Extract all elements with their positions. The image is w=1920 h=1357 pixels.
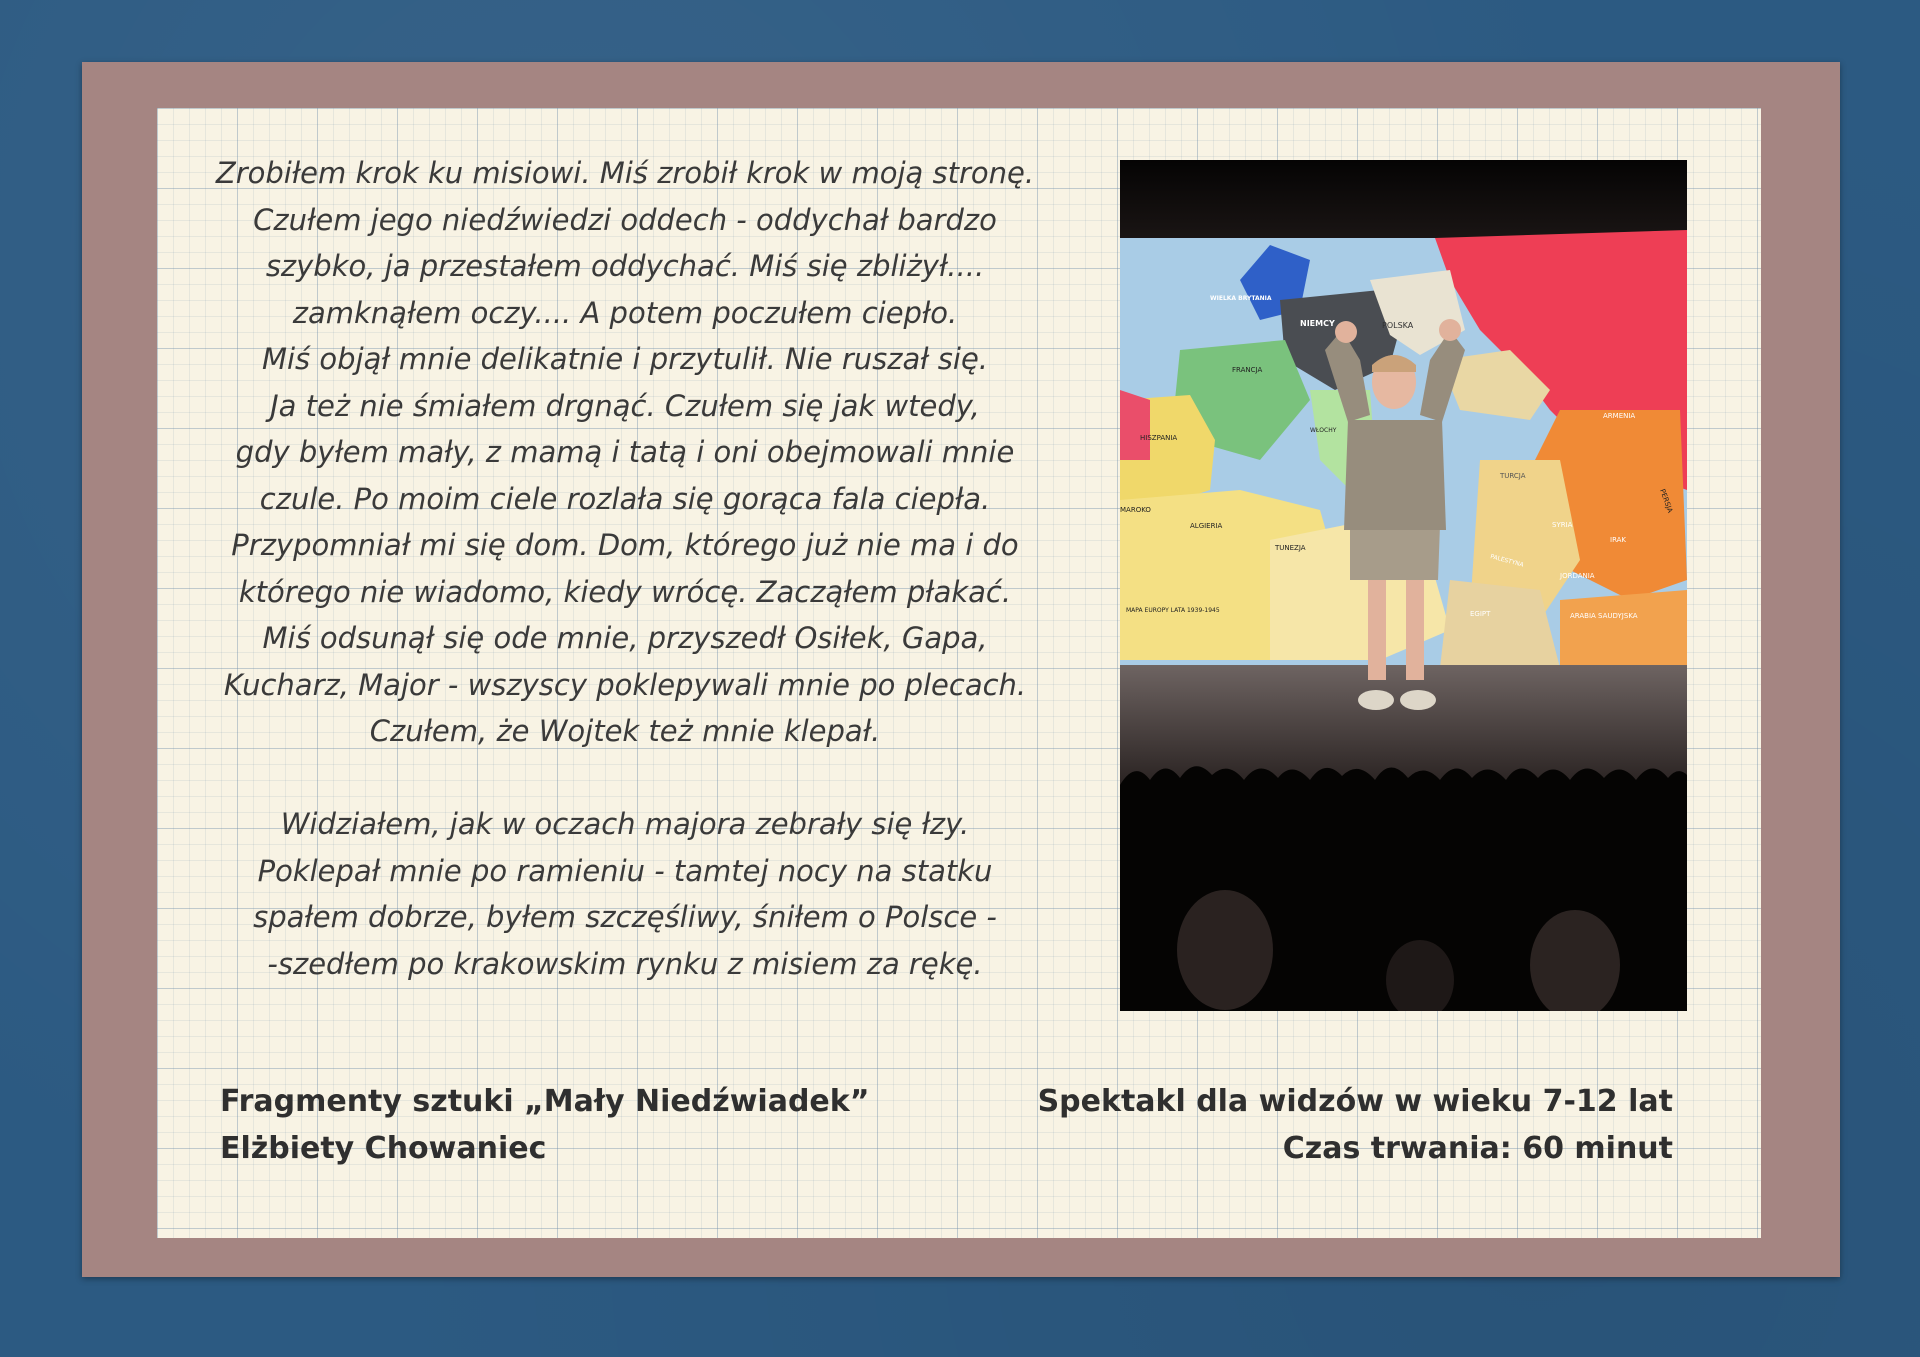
poem-line: spałem dobrze, byłem szczęśliwy, śniłem o Polsce - (253, 900, 997, 934)
audience-head (1177, 890, 1273, 1010)
map-label-syria: SYRIA (1552, 521, 1573, 529)
show-info-caption (1038, 1078, 1673, 1172)
poem-line: Czułem, że Wojtek też mnie klepał. (369, 714, 881, 748)
map-label-britain: WIELKA BRYTANIA (1210, 295, 1272, 302)
poem-line: Miś objął mnie delikatnie i przytulił. Nie ruszał się. (261, 342, 989, 376)
map-label-iraq: IRAK (1610, 536, 1627, 544)
map-label-turkey: TURCJA (1500, 472, 1526, 480)
map-label-france: FRANCJA (1232, 366, 1263, 374)
map-label-spain: HISZPANIA (1140, 434, 1178, 442)
poem-line: Zrobiłem krok ku misiowi. Miś zrobił krok w moją stronę. (215, 156, 1035, 190)
caption-duration: Czas trwania: 60 minut (1282, 1131, 1673, 1166)
map-label-egypt: EGIPT (1470, 610, 1491, 618)
map-label-morocco: MAROKO (1120, 506, 1151, 514)
caption-age-range: Spektakl dla widzów w wieku 7-12 lat (1037, 1084, 1673, 1119)
poem-line: Miś odsunął się ode mnie, przyszedł Osiłek, Gapa, (262, 621, 988, 655)
stage-photo (1120, 160, 1687, 1011)
poem-line: szybko, ja przestałem oddychać. Miś się zbliżył.... (265, 249, 985, 283)
map-label-palestine: PALESTYNA (1489, 553, 1525, 569)
poem-line: Poklepał mnie po ramieniu - tamtej nocy na statku (257, 853, 993, 888)
map-label-germany: NIEMCY (1300, 319, 1335, 328)
poem-text (200, 150, 1050, 987)
map-label-saudi: ARABIA SAUDYJSKA (1570, 612, 1638, 620)
map-label-persia: PERSJA (1658, 487, 1675, 514)
stage-photo-illustration (1120, 160, 1687, 1011)
poem-line: Czułem jego niedźwiedzi oddech - oddychał bardzo (253, 202, 997, 237)
caption-play-title: Fragmenty sztuki „Mały Niedźwiadek” (220, 1084, 870, 1119)
poem-line: którego nie wiadomo, kiedy wrócę. Zacząłem płakać. (238, 574, 1012, 609)
poem-line: zamknąłem oczy.... A potem poczułem ciepło. (292, 295, 958, 330)
poem-line: czule. Po moim ciele rozlała się gorąca fala ciepła. (259, 481, 991, 516)
stanza-gap (200, 755, 1050, 802)
play-source-caption (220, 1078, 869, 1172)
poem-line: Widziałem, jak w oczach majora zebrały się łzy. (280, 807, 970, 841)
map-label-armenia: ARMENIA (1603, 412, 1636, 420)
map-label-italy: WŁOCHY (1310, 427, 1337, 434)
poem-line: Ja też nie śmiałem drgnąć. Czułem się jak wtedy, (270, 388, 980, 423)
map-label-jordan: JORDANIA (1560, 572, 1595, 580)
map-label-title: MAPA EUROPY LATA 1939-1945 (1126, 607, 1220, 614)
map-label-algeria: ALGIERIA (1190, 522, 1223, 530)
caption-author: Elżbiety Chowaniec (220, 1131, 547, 1166)
poem-line: Kucharz, Major - wszyscy poklepywali mnie po plecach. (223, 667, 1027, 702)
map-label-poland: POLSKA (1382, 321, 1414, 330)
poem-line: Przypomniał mi się dom. Dom, którego już nie ma i do (231, 528, 1019, 562)
map-label-tunisia: TUNEZJA (1275, 544, 1306, 552)
poem-line: -szedłem po krakowskim rynku z misiem za rękę. (267, 946, 983, 981)
poem-line: gdy byłem mały, z mamą i tatą i oni obejmowali mnie (235, 435, 1015, 469)
stage-floor (1120, 665, 1687, 785)
